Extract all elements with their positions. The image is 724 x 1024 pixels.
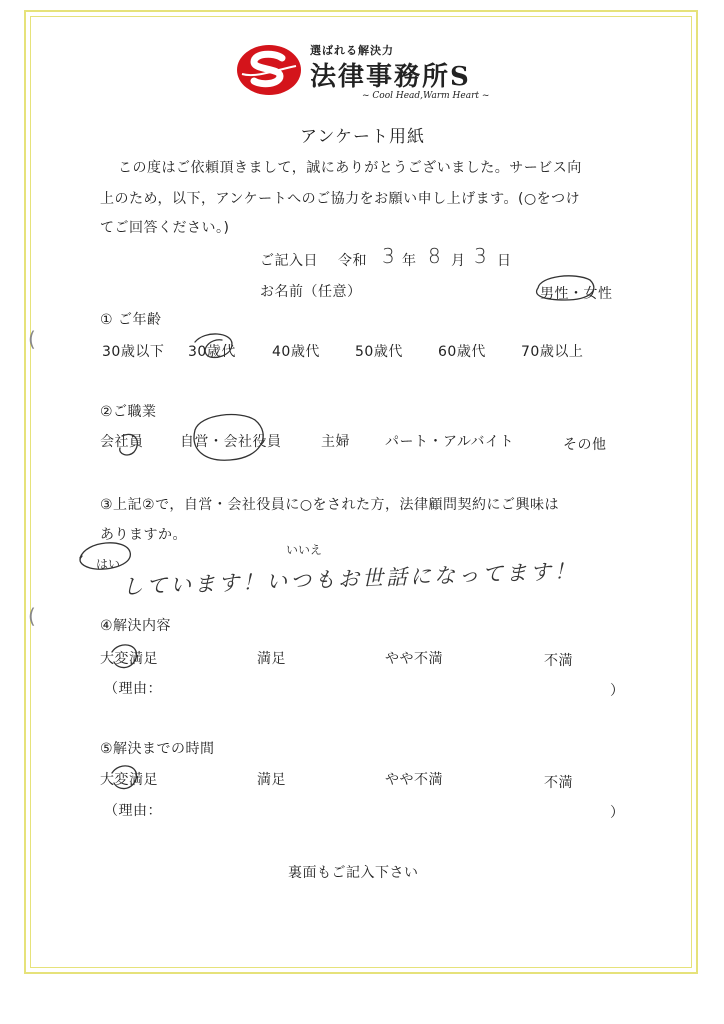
- date-day-label: 日: [497, 253, 512, 269]
- circle-q2-self-employed: [194, 415, 263, 461]
- circle-q4-very-satisfied: [112, 645, 137, 668]
- q4-reason-close: ）: [610, 683, 624, 699]
- q5-option-3: やや不満: [385, 772, 443, 788]
- q1-option-5: 60歳代: [438, 344, 486, 360]
- q4-option-1: 大変満足: [100, 651, 158, 667]
- q5-option-1: 大変満足: [100, 772, 158, 788]
- logo-tagline: 選ばれる解決力: [310, 44, 394, 57]
- q5-heading: ⑤解決までの時間: [100, 741, 215, 757]
- q1-option-4: 50歳代: [355, 344, 403, 360]
- q1-option-2: 30歳代: [188, 344, 236, 360]
- circle-q3-yes: [80, 543, 130, 569]
- q5-reason-label: （理由：: [104, 803, 162, 819]
- gender-options: 男性・女性: [540, 286, 613, 302]
- q1-option-3: 40歳代: [272, 344, 320, 360]
- q1-option-1: 30歳以下: [102, 344, 165, 360]
- q5-option-2: 満足: [257, 772, 286, 788]
- date-month-value: 8: [428, 244, 441, 268]
- q2-option-1: 会社員: [100, 434, 144, 450]
- q2-option-3: 主婦: [321, 434, 350, 450]
- logo-motto: ~ Cool Head,Warm Heart ~: [362, 91, 490, 101]
- q2-option-2: 自営・会社役員: [180, 434, 282, 450]
- date-era: 令和: [338, 253, 367, 269]
- circle-q1-30s: [195, 334, 232, 358]
- q3-line-1: ③上記②で，自営・会社役員に○をされた方，法律顧問契約にご興味は: [100, 497, 560, 513]
- q4-option-3: やや不満: [385, 651, 443, 667]
- name-label: お名前（任意）: [260, 284, 362, 300]
- q3-yes: はい: [96, 557, 121, 571]
- q4-option-2: 満足: [257, 651, 286, 667]
- q4-heading: ④解決内容: [100, 618, 172, 634]
- binder-hole-mark: (: [28, 327, 36, 351]
- binder-hole-mark: (: [28, 604, 36, 628]
- date-label: ご記入日: [260, 253, 318, 269]
- q1-option-6: 70歳以上: [521, 344, 584, 360]
- date-year-label: 年: [402, 253, 417, 269]
- q4-option-4: 不満: [544, 653, 573, 669]
- q3-line-2: ありますか。: [100, 527, 187, 543]
- date-year-value: 3: [382, 244, 395, 268]
- circle-q5-very-satisfied: [112, 766, 137, 789]
- intro-line-1: この度はご依頼頂きまして，誠にありがとうございました。サービス向: [118, 160, 582, 176]
- q3-handwritten-answer: しています！いつもお世話になってます！: [121, 559, 579, 599]
- intro-line-3: てご回答ください。): [100, 220, 230, 236]
- circle-gender-male: [537, 276, 594, 300]
- logo-brand-name: 法律事務所S: [310, 62, 471, 92]
- intro-line-2: 上のため，以下，アンケートへのご協力をお願い申し上げます。(○をつけ: [100, 191, 581, 207]
- footer-note: 裏面もご記入下さい: [288, 865, 419, 881]
- q5-reason-close: ）: [610, 805, 624, 821]
- circle-q2-company-employee: [120, 434, 138, 455]
- q1-heading: ① ご年齢: [100, 312, 162, 328]
- q4-reason-label: （理由：: [104, 681, 162, 697]
- form-title: アンケート用紙: [300, 127, 425, 147]
- q5-option-4: 不満: [544, 775, 573, 791]
- q2-option-5: その他: [563, 437, 607, 453]
- date-month-label: 月: [451, 253, 466, 269]
- q3-no: いいえ: [286, 543, 323, 557]
- date-day-value: 3: [474, 244, 487, 268]
- q2-heading: ②ご職業: [100, 404, 157, 420]
- q2-option-4: パート・アルバイト: [385, 434, 514, 450]
